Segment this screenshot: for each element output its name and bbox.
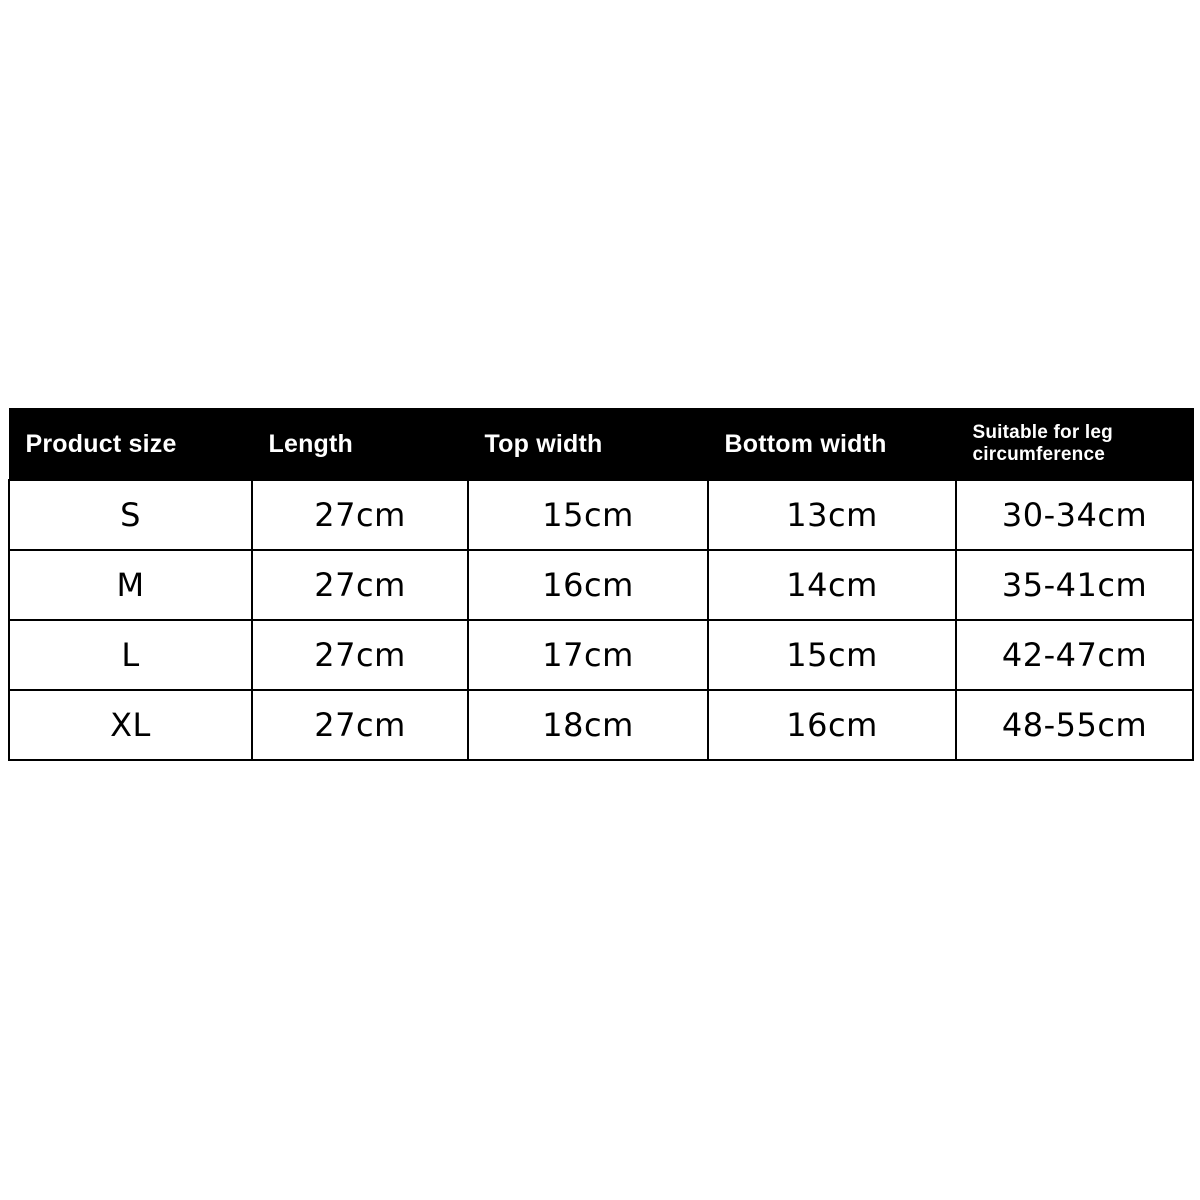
cell-size: XL xyxy=(9,690,252,760)
size-chart xyxy=(8,408,1192,761)
cell-length: 27cm xyxy=(252,620,468,690)
cell-leg-circumference: 48-55cm xyxy=(956,690,1193,760)
cell-bottom-width: 16cm xyxy=(708,690,956,760)
cell-bottom-width: 14cm xyxy=(708,550,956,620)
cell-length: 27cm xyxy=(252,480,468,550)
cell-leg-circumference: 30-34cm xyxy=(956,480,1193,550)
table-header xyxy=(9,409,1193,481)
cell-top-width: 15cm xyxy=(468,480,708,550)
cell-top-width: 17cm xyxy=(468,620,708,690)
cell-leg-circumference: 35-41cm xyxy=(956,550,1193,620)
cell-size: S xyxy=(9,480,252,550)
column-header-product-size: Product size xyxy=(9,409,252,481)
column-header-length: Length xyxy=(252,409,468,481)
table-row xyxy=(9,480,1193,550)
column-header-leg-circumference-line1: Suitable for leg xyxy=(972,422,1113,444)
table-body xyxy=(9,480,1193,760)
cell-size: M xyxy=(9,550,252,620)
cell-leg-circumference: 42-47cm xyxy=(956,620,1193,690)
column-header-top-width: Top width xyxy=(468,409,708,481)
cell-top-width: 16cm xyxy=(468,550,708,620)
cell-length: 27cm xyxy=(252,690,468,760)
cell-top-width: 18cm xyxy=(468,690,708,760)
column-header-leg-circumference-line2: circumference xyxy=(972,444,1106,465)
cell-bottom-width: 15cm xyxy=(708,620,956,690)
column-header-leg-circumference xyxy=(956,409,1193,481)
table-row xyxy=(9,690,1193,760)
cell-size: L xyxy=(9,620,252,690)
column-header-bottom-width: Bottom width xyxy=(708,409,956,481)
table-header-row xyxy=(9,409,1193,481)
size-table xyxy=(8,408,1194,761)
cell-length: 27cm xyxy=(252,550,468,620)
cell-bottom-width: 13cm xyxy=(708,480,956,550)
table-row xyxy=(9,550,1193,620)
table-row xyxy=(9,620,1193,690)
